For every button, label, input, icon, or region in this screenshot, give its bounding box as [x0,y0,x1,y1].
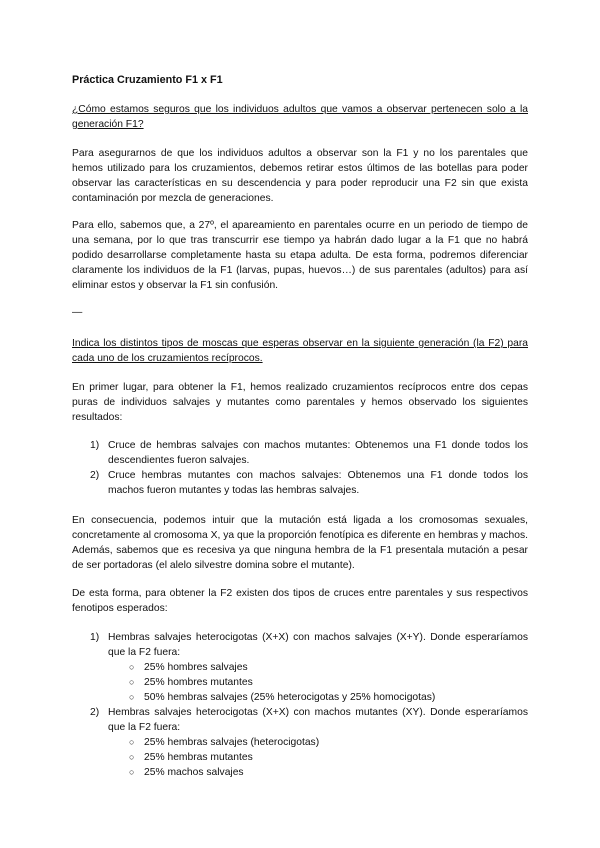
list-item-text: Cruce de hembras salvajes con machos mutantes: Obtenemos una F1 donde todos los descendientes fueron salvajes. [108,440,528,466]
paragraph-3: En primer lugar, para obtener la F1, hemos realizado cruzamientos recíprocos entre dos cepas puras de individuos salvajes y mutantes como parentales y hemos observado los siguientes resultados: [72,382,528,423]
sub-list-item [72,765,528,780]
crosses-list [72,630,528,780]
sub-list-text: 25% hombres salvajes [144,662,248,673]
list-item [72,630,528,660]
sub-list-item [72,735,528,750]
sub-list-item [72,660,528,675]
question-2: Indica los distintos tipos de moscas que esperas observar en la siguiente generación (la F2) para cada uno de los cruzamientos recíprocos. [72,338,528,364]
list-number: 2) [90,470,100,481]
results-list [72,438,528,498]
paragraph-4: En consecuencia, podemos intuir que la mutación está ligada a los cromosomas sexuales, concretamente al cromosoma X, ya que la proporción fenotípica es diferente en hembras y machos. Además, sabemos que es recesiva ya que ninguna hembra de la F1 presentala mutación a pesar de ser portadoras (el alelo silvestre domina sobre el mutante). [72,515,528,571]
list-item-text: Hembras salvajes heterocigotas (X+X) con machos mutantes (XY). Donde esperaríamos que la F2 fuera: [108,707,528,733]
list-item [72,705,528,735]
question-1: ¿Cómo estamos seguros que los individuos adultos que vamos a observar pertenecen solo a la generación F1? [72,104,528,130]
page-title: Práctica Cruzamiento F1 x F1 [72,74,223,86]
paragraph-5: De esta forma, para obtener la F2 existen dos tipos de cruces entre parentales y sus respectivos fenotipos esperados: [72,588,528,614]
paragraph-2: Para ello, sabemos que, a 27º, el apareamiento en parentales ocurre en un periodo de tiempo de una semana, por lo que tras transcurrir ese tiempo ya habrán dado lugar a la F1 que no habrá podido desarrollarse completamente hasta su etapa adulta. De esta forma, podremos diferenciar claramente los individuos de la F1 (larvas, pupas, huevos…) de sus parentales (adultos) para así eliminar estos y observar la F1 sin confusión. [72,220,528,291]
list-number: 2) [90,707,100,718]
sub-list-item [72,690,528,705]
circle-bullet-icon: ○ [129,767,135,777]
sub-list-text: 25% hombres mutantes [144,677,253,688]
sub-list-text: 50% hembras salvajes (25% heterocigotas y 25% homocigotas) [144,692,436,703]
list-item-text: Hembras salvajes heterocigotas (X+X) con machos salvajes (X+Y). Donde esperaríamos que la F2 fuera: [108,632,528,658]
circle-bullet-icon: ○ [129,662,135,672]
circle-bullet-icon: ○ [129,677,135,687]
list-item [72,468,528,498]
sub-list-text: 25% hembras mutantes [144,752,253,763]
circle-bullet-icon: ○ [129,737,135,747]
circle-bullet-icon: ○ [129,692,135,702]
sub-list-item [72,750,528,765]
list-item-text: Cruce hembras mutantes con machos salvajes: Obtenemos una F1 donde todos los machos fueron mutantes y todas las hembras salvajes. [108,470,528,496]
list-number: 1) [90,440,100,451]
list-number: 1) [90,632,100,643]
list-item [72,438,528,468]
paragraph-1: Para asegurarnos de que los individuos adultos a observar son la F1 y no los parentales que hemos utilizado para los cruzamientos, debemos retirar estos últimos de las botellas para poder observar las características en su descendencia y para poder reproducir una F2 sin que exista contaminación por mezcla de generaciones. [72,148,528,204]
separator: — [72,307,83,318]
sub-list-item [72,675,528,690]
sub-list-text: 25% machos salvajes [144,767,244,778]
circle-bullet-icon: ○ [129,752,135,762]
sub-list-text: 25% hembras salvajes (heterocigotas) [144,737,320,748]
